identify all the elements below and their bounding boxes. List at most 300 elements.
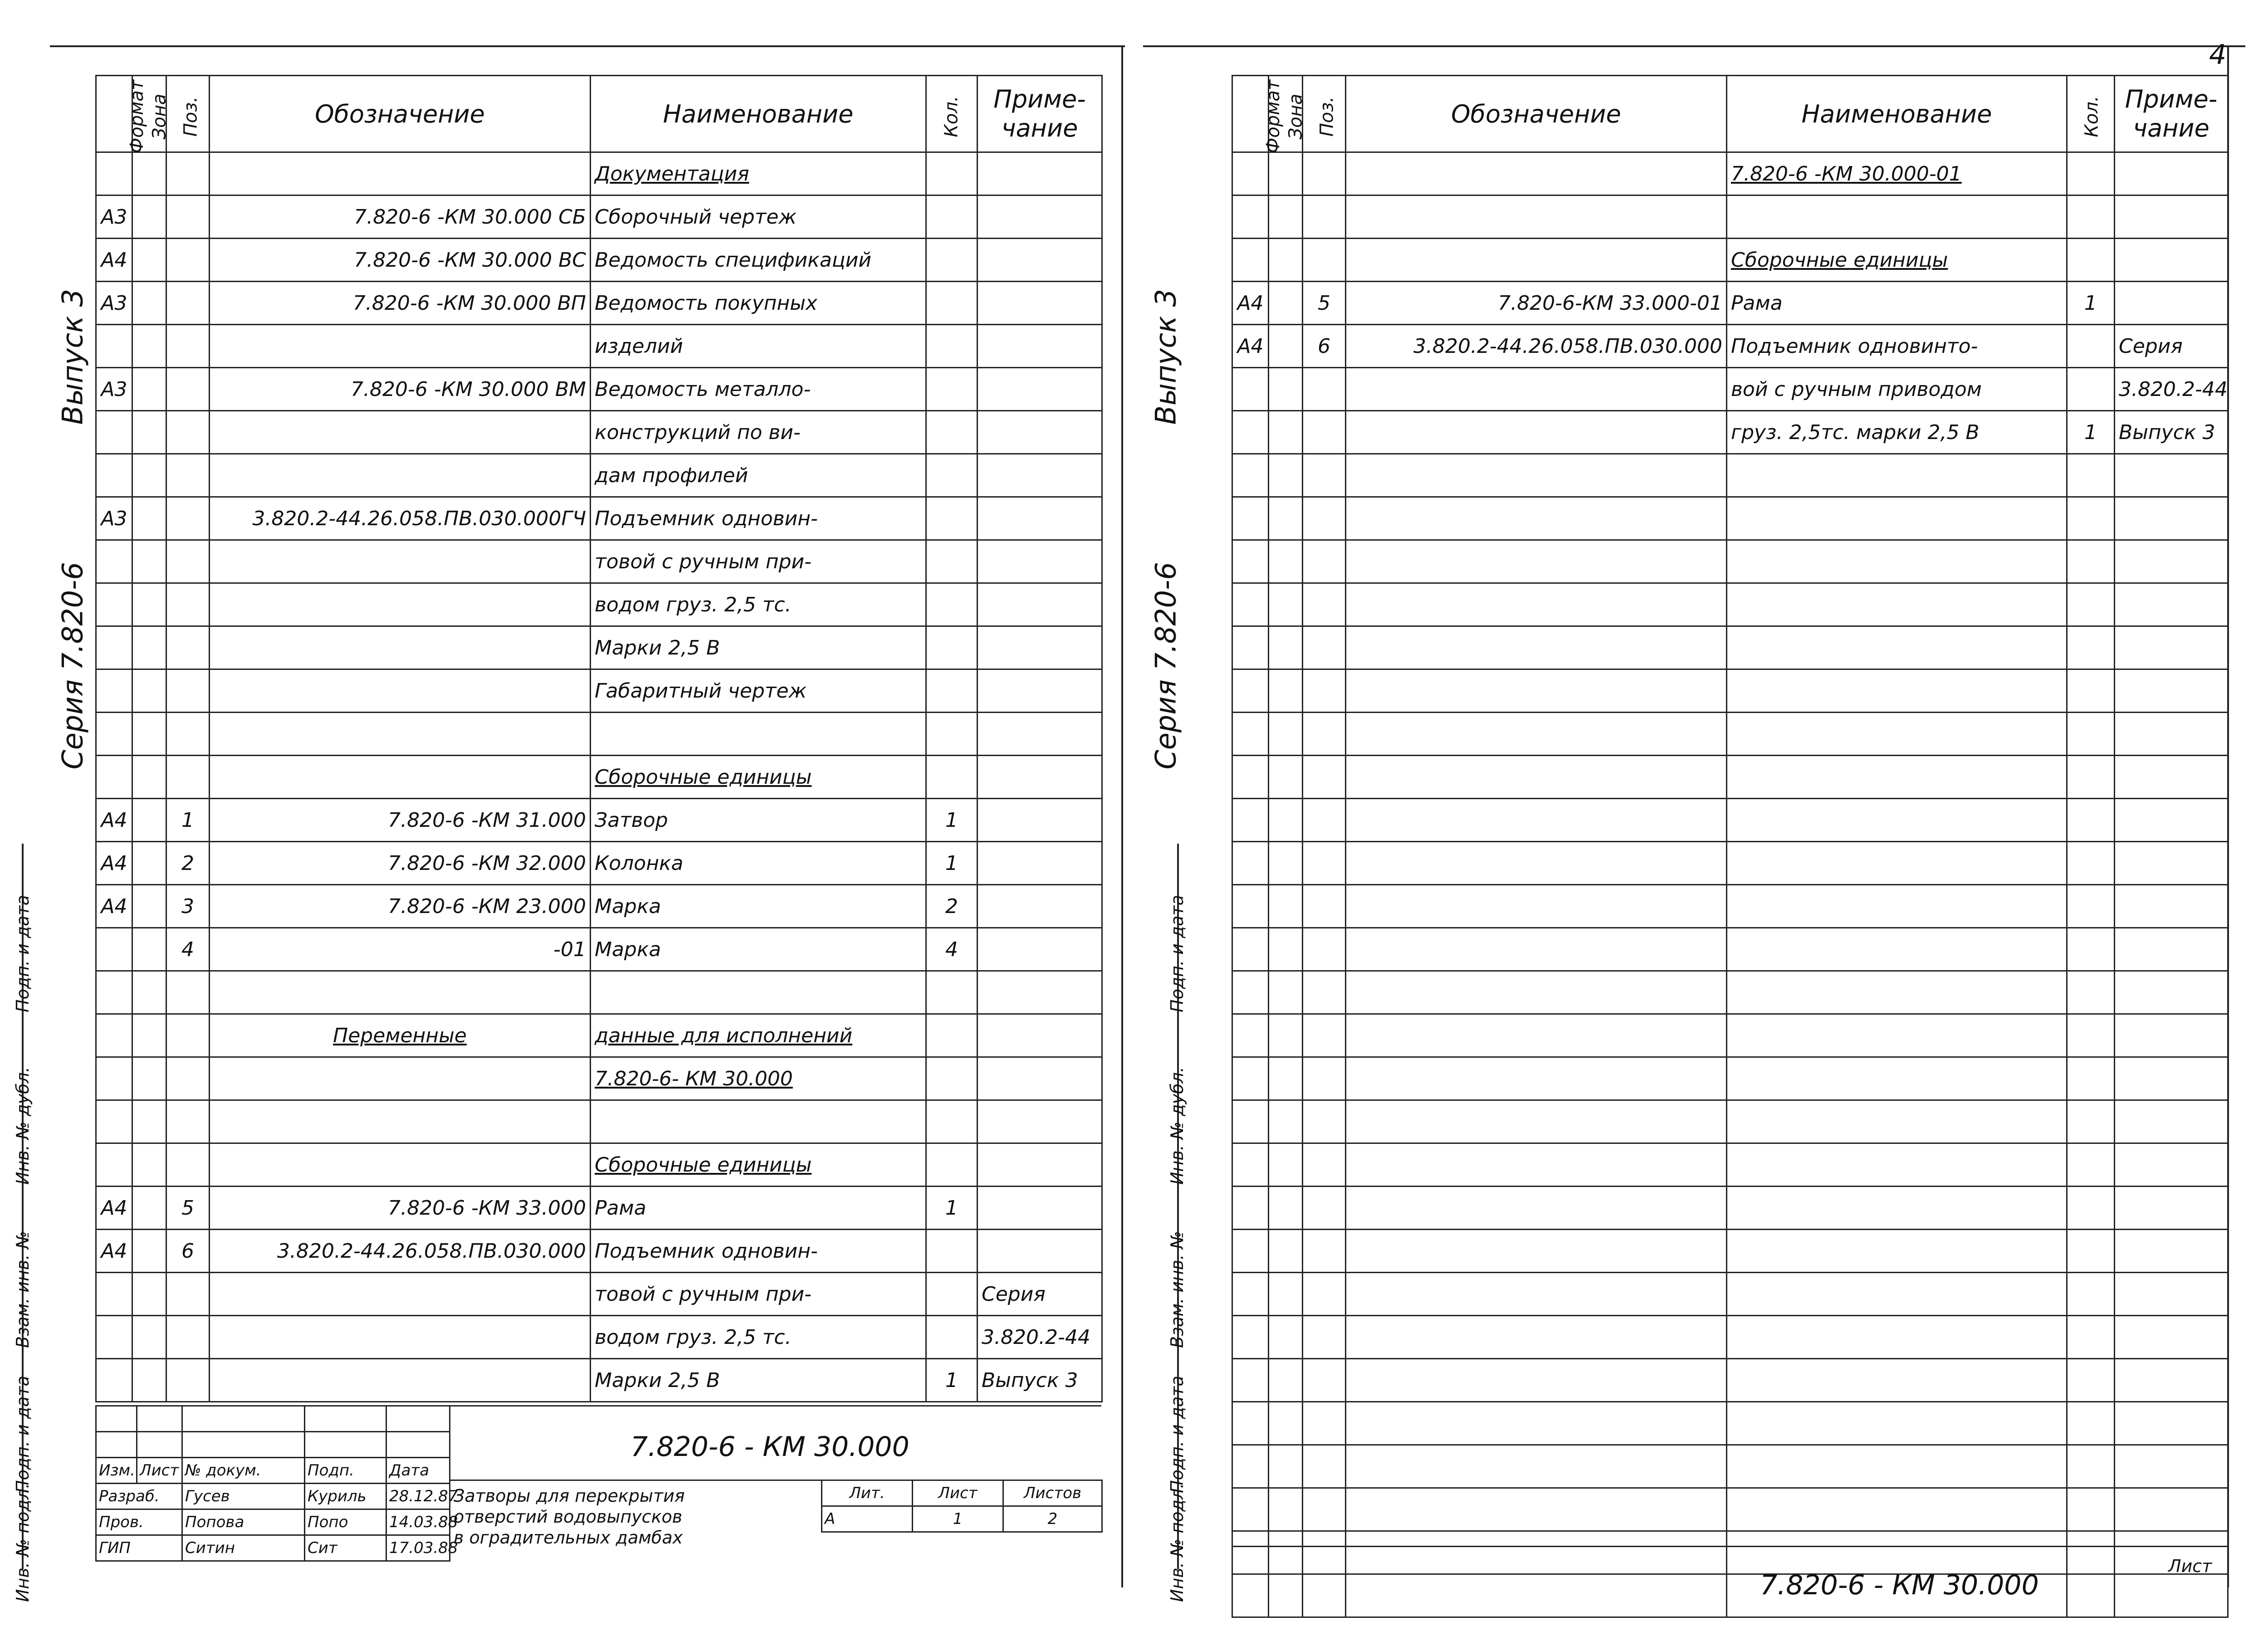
- cell-note: [2115, 152, 2228, 195]
- cell-fmt: [96, 1359, 132, 1402]
- cell-name: Габаритный чертеж: [591, 669, 926, 713]
- cell-name: [1727, 1273, 2067, 1316]
- cell-pos: [1303, 540, 1346, 583]
- table-row: [1232, 1402, 2228, 1445]
- cell-name: 7.820-6- КМ 30.000: [591, 1057, 926, 1100]
- cell-name: [1727, 1143, 2067, 1187]
- table-row: [96, 152, 1102, 195]
- table-row: [96, 971, 1102, 1014]
- table-row: [1232, 756, 2228, 799]
- cell-note: [2115, 1316, 2228, 1359]
- table-row: [96, 626, 1102, 669]
- cell-designation: [1346, 497, 1727, 540]
- table-row: [1232, 885, 2228, 928]
- cell-note: [2115, 282, 2228, 325]
- cell-designation: [210, 1316, 591, 1359]
- cell-fmt: А4: [1232, 282, 1269, 325]
- stamp-name-1: Гусев: [182, 1484, 305, 1509]
- cell-name: [1727, 1445, 2067, 1488]
- cell-pos: [1303, 583, 1346, 626]
- cell-qty: [926, 583, 978, 626]
- cell-qty: [926, 1143, 978, 1187]
- table-row: [1232, 540, 2228, 583]
- col-qty: Кол.: [2067, 76, 2115, 152]
- table-row: [96, 1187, 1102, 1230]
- cell-name: [1727, 1100, 2067, 1143]
- cell-fmt: [1232, 1316, 1269, 1359]
- cell-designation: [1346, 1402, 1727, 1445]
- cell-name: водом груз. 2,5 тс.: [591, 1316, 926, 1359]
- cell-fmt: [96, 713, 132, 756]
- cell-pos: [1303, 368, 1346, 411]
- table-row: [96, 1014, 1102, 1057]
- cell-qty: 1: [926, 1187, 978, 1230]
- cell-fmt: [96, 411, 132, 454]
- cell-designation: [1346, 1273, 1727, 1316]
- cell-note: [2115, 1574, 2228, 1617]
- cell-designation: 3.820.2-44.26.058.ПВ.030.000: [210, 1230, 591, 1273]
- cell-qty: [926, 411, 978, 454]
- cell-fmt: [1232, 497, 1269, 540]
- cell-note: [2115, 626, 2228, 669]
- table-row: [1232, 669, 2228, 713]
- lit-value: А: [822, 1506, 913, 1532]
- cell-designation: 7.820-6 -КМ 33.000: [210, 1187, 591, 1230]
- table-row: [1232, 1488, 2228, 1531]
- cell-fmt: [96, 1316, 132, 1359]
- cell-note: [2115, 1488, 2228, 1531]
- cell-qty: [2067, 152, 2115, 195]
- cell-note: [978, 626, 1102, 669]
- cell-designation: [1346, 1574, 1727, 1617]
- stamp-role-3: ГИП: [96, 1535, 182, 1561]
- col-name: Наименование: [1727, 76, 2067, 152]
- cell-pos: [166, 540, 210, 583]
- table-row: [1232, 1187, 2228, 1230]
- table-row: [1232, 928, 2228, 971]
- cell-designation: [210, 540, 591, 583]
- stamp-side-label-4: Подп. и дата: [1167, 1376, 1187, 1493]
- cell-note: [978, 1100, 1102, 1143]
- cell-designation: [1346, 1531, 1727, 1574]
- cell-note: [978, 282, 1102, 325]
- cell-note: [2115, 1445, 2228, 1488]
- cell-qty: [926, 282, 978, 325]
- cell-designation: [1346, 583, 1727, 626]
- table-row: [1232, 1531, 2228, 1574]
- cell-pos: [1303, 1574, 1346, 1617]
- cell-zone: [1269, 239, 1303, 282]
- cell-designation: 3.820.2-44.26.058.ПВ.030.000: [1346, 325, 1727, 368]
- cell-pos: [166, 368, 210, 411]
- cell-fmt: [96, 626, 132, 669]
- cell-designation: -01: [210, 928, 591, 971]
- cell-name: Рама: [1727, 282, 2067, 325]
- cell-pos: [166, 325, 210, 368]
- side-label-issue: Выпуск 3: [1149, 289, 1183, 425]
- cell-fmt: [1232, 1187, 1269, 1230]
- doc-title: Затворы для перекрытия отверстий водовыпусков в оградительных дамбах: [454, 1486, 685, 1548]
- cell-qty: [926, 368, 978, 411]
- cell-designation: [1346, 411, 1727, 454]
- cell-designation: [1346, 1445, 1727, 1488]
- cell-name: [1727, 1014, 2067, 1057]
- table-row: [1232, 583, 2228, 626]
- cell-zone: [132, 669, 166, 713]
- cell-zone: [132, 282, 166, 325]
- cell-qty: [2067, 1316, 2115, 1359]
- cell-qty: [2067, 1359, 2115, 1402]
- cell-designation: Переменные: [210, 1014, 591, 1057]
- cell-fmt: [1232, 1445, 1269, 1488]
- table-row: [1232, 152, 2228, 195]
- cell-qty: [2067, 1402, 2115, 1445]
- cell-qty: [926, 669, 978, 713]
- cell-name: дам профилей: [591, 454, 926, 497]
- cell-zone: [1269, 1273, 1303, 1316]
- cell-zone: [1269, 799, 1303, 842]
- cell-designation: [1346, 195, 1727, 239]
- cell-fmt: А3: [96, 368, 132, 411]
- cell-name: Марки 2,5 В: [591, 1359, 926, 1402]
- sheet-label: Лист: [913, 1480, 1003, 1506]
- cell-zone: [132, 885, 166, 928]
- cell-name: [1727, 540, 2067, 583]
- cell-qty: [926, 971, 978, 1014]
- cell-qty: [2067, 1187, 2115, 1230]
- cell-pos: [1303, 1100, 1346, 1143]
- cell-designation: [1346, 1187, 1727, 1230]
- cell-pos: [1303, 1014, 1346, 1057]
- cell-pos: [166, 1273, 210, 1316]
- cell-fmt: [96, 971, 132, 1014]
- cell-fmt: А3: [96, 497, 132, 540]
- cell-zone: [1269, 411, 1303, 454]
- table-row: [1232, 971, 2228, 1014]
- table-row: [96, 195, 1102, 239]
- cell-fmt: [1232, 583, 1269, 626]
- cell-qty: [926, 454, 978, 497]
- cell-pos: [1303, 152, 1346, 195]
- cell-designation: [210, 1100, 591, 1143]
- table-row: [1232, 411, 2228, 454]
- cell-name: Подъемник одновин-: [591, 1230, 926, 1273]
- cell-pos: [166, 713, 210, 756]
- cell-note: Серия: [2115, 325, 2228, 368]
- cell-pos: 4: [166, 928, 210, 971]
- table-header: [1232, 76, 2228, 152]
- cell-pos: [1303, 1187, 1346, 1230]
- cell-note: [978, 195, 1102, 239]
- cell-designation: 7.820-6 -КМ 30.000 ВП: [210, 282, 591, 325]
- cell-pos: [1303, 239, 1346, 282]
- cell-pos: [1303, 713, 1346, 756]
- cell-pos: 5: [166, 1187, 210, 1230]
- cell-designation: [1346, 885, 1727, 928]
- cell-pos: [166, 971, 210, 1014]
- cell-fmt: [1232, 152, 1269, 195]
- table-row: [1232, 1273, 2228, 1316]
- cell-pos: 3: [166, 885, 210, 928]
- cell-note: [2115, 1143, 2228, 1187]
- table-row: [96, 885, 1102, 928]
- right-sheet-label: Лист: [2168, 1556, 2212, 1576]
- cell-designation: [1346, 540, 1727, 583]
- cell-name: [1727, 1359, 2067, 1402]
- cell-qty: [2067, 799, 2115, 842]
- cell-designation: [1346, 454, 1727, 497]
- stamp-col-sign: Подп.: [305, 1458, 386, 1484]
- cell-note: [2115, 1014, 2228, 1057]
- cell-designation: 7.820-6 -КМ 32.000: [210, 842, 591, 885]
- stamp-top-line: [449, 1405, 1101, 1406]
- stamp-date-2: 14.03.88: [386, 1509, 450, 1535]
- cell-fmt: А3: [96, 282, 132, 325]
- table-row: [96, 239, 1102, 282]
- cell-name: данные для исполнений: [591, 1014, 926, 1057]
- cell-qty: [2067, 239, 2115, 282]
- doc-code: 7.820-6 - КМ 30.000: [631, 1431, 909, 1463]
- cell-name: [1727, 1402, 2067, 1445]
- stamp-col-list: Лист: [137, 1458, 182, 1484]
- cell-pos: [1303, 1143, 1346, 1187]
- cell-qty: [2067, 1057, 2115, 1100]
- cell-zone: [132, 497, 166, 540]
- cell-note: [978, 1014, 1102, 1057]
- table-row: [1232, 1359, 2228, 1402]
- cell-name: груз. 2,5тс. марки 2,5 В: [1727, 411, 2067, 454]
- cell-zone: [132, 540, 166, 583]
- cell-designation: [210, 325, 591, 368]
- col-format: Формат: [96, 76, 132, 152]
- cell-zone: [132, 1359, 166, 1402]
- cell-pos: [1303, 1445, 1346, 1488]
- col-notes: Приме- чание: [978, 76, 1102, 152]
- cell-name: Ведомость спецификаций: [591, 239, 926, 282]
- stamp-name-3: Ситин: [182, 1535, 305, 1561]
- cell-qty: [2067, 1230, 2115, 1273]
- cell-qty: [926, 1100, 978, 1143]
- stamp-sign-2: Попо: [305, 1509, 386, 1535]
- cell-note: [2115, 454, 2228, 497]
- cell-fmt: [96, 152, 132, 195]
- cell-zone: [1269, 583, 1303, 626]
- cell-pos: 2: [166, 842, 210, 885]
- table-row: [96, 325, 1102, 368]
- cell-name: Марка: [591, 885, 926, 928]
- cell-fmt: [1232, 799, 1269, 842]
- cell-note: [2115, 1057, 2228, 1100]
- cell-note: [978, 583, 1102, 626]
- stamp-side-label-5: Инв. № подл.: [13, 1483, 33, 1602]
- cell-fmt: [1232, 626, 1269, 669]
- cell-qty: [926, 325, 978, 368]
- cell-zone: [1269, 282, 1303, 325]
- cell-name: [1727, 928, 2067, 971]
- table-row: [1232, 1316, 2228, 1359]
- cell-pos: [1303, 756, 1346, 799]
- cell-name: [591, 713, 926, 756]
- cell-qty: [2067, 540, 2115, 583]
- cell-designation: [1346, 1359, 1727, 1402]
- cell-fmt: [1232, 1273, 1269, 1316]
- cell-pos: 6: [166, 1230, 210, 1273]
- cell-zone: [1269, 1445, 1303, 1488]
- cell-fmt: [1232, 1574, 1269, 1617]
- cell-zone: [1269, 885, 1303, 928]
- cell-pos: [1303, 1488, 1346, 1531]
- cell-name: [1727, 195, 2067, 239]
- cell-pos: [166, 756, 210, 799]
- cell-note: [978, 799, 1102, 842]
- table-row: [96, 368, 1102, 411]
- table-row: [96, 1143, 1102, 1187]
- cell-name: Колонка: [591, 842, 926, 885]
- cell-qty: 1: [926, 799, 978, 842]
- cell-fmt: [1232, 1359, 1269, 1402]
- cell-note: [2115, 1359, 2228, 1402]
- cell-zone: [1269, 1143, 1303, 1187]
- table-row: [96, 1273, 1102, 1316]
- stamp-name-2: Попова: [182, 1509, 305, 1535]
- table-header: [96, 76, 1102, 152]
- cell-zone: [132, 756, 166, 799]
- stamp-date-3: 17.03.88: [386, 1535, 450, 1561]
- cell-name: [1727, 1057, 2067, 1100]
- cell-designation: 7.820-6 -КМ 31.000: [210, 799, 591, 842]
- cell-qty: [2067, 1100, 2115, 1143]
- right-sheet: [1134, 0, 2268, 1636]
- cell-zone: [1269, 368, 1303, 411]
- right-border: [1121, 45, 1123, 1587]
- stamp-grid: [95, 1405, 458, 1562]
- cell-pos: [1303, 669, 1346, 713]
- cell-name: [1727, 669, 2067, 713]
- cell-note: [2115, 195, 2228, 239]
- stamp-side-label-4: Подп. и дата: [13, 1376, 33, 1493]
- cell-note: Серия: [978, 1273, 1102, 1316]
- cell-zone: [132, 1100, 166, 1143]
- table-row: [96, 411, 1102, 454]
- col-pos: Поз.: [166, 76, 210, 152]
- cell-name: [1727, 1488, 2067, 1531]
- cell-pos: [166, 1100, 210, 1143]
- cell-zone: [1269, 1488, 1303, 1531]
- cell-qty: [2067, 885, 2115, 928]
- cell-designation: 7.820-6 -КМ 30.000 ВМ: [210, 368, 591, 411]
- cell-zone: [1269, 1402, 1303, 1445]
- cell-note: [978, 325, 1102, 368]
- table-row: [1232, 454, 2228, 497]
- stamp-role-1: Разраб.: [96, 1484, 182, 1509]
- cell-pos: [1303, 928, 1346, 971]
- cell-qty: 1: [2067, 282, 2115, 325]
- table-row: [1232, 1574, 2228, 1617]
- cell-pos: [1303, 799, 1346, 842]
- cell-name: Сборочные единицы: [1727, 239, 2067, 282]
- cell-designation: [1346, 152, 1727, 195]
- cell-note: [978, 756, 1102, 799]
- cell-designation: [210, 756, 591, 799]
- cell-qty: [2067, 928, 2115, 971]
- cell-name: [1727, 497, 2067, 540]
- cell-fmt: [1232, 1100, 1269, 1143]
- cell-name: Ведомость металло-: [591, 368, 926, 411]
- cell-note: [978, 239, 1102, 282]
- cell-note: [978, 885, 1102, 928]
- cell-fmt: А4: [96, 885, 132, 928]
- cell-qty: [2067, 756, 2115, 799]
- table-row: [1232, 1230, 2228, 1273]
- col-pos: Поз.: [1303, 76, 1346, 152]
- cell-zone: [1269, 152, 1303, 195]
- table-row: [96, 669, 1102, 713]
- cell-pos: [1303, 1531, 1346, 1574]
- cell-name: [1727, 756, 2067, 799]
- cell-pos: [166, 1057, 210, 1100]
- cell-fmt: [1232, 1230, 1269, 1273]
- cell-qty: [926, 1273, 978, 1316]
- cell-fmt: [1232, 928, 1269, 971]
- cell-fmt: [96, 540, 132, 583]
- cell-zone: [1269, 669, 1303, 713]
- cell-zone: [132, 1143, 166, 1187]
- cell-fmt: А4: [1232, 325, 1269, 368]
- cell-note: [978, 713, 1102, 756]
- cell-fmt: [1232, 454, 1269, 497]
- cell-note: [978, 842, 1102, 885]
- cell-zone: [132, 1273, 166, 1316]
- cell-designation: 7.820-6 -КМ 23.000: [210, 885, 591, 928]
- col-designation: Обозначение: [210, 76, 591, 152]
- cell-pos: [1303, 885, 1346, 928]
- table-row: [1232, 195, 2228, 239]
- table-row: [1232, 1014, 2228, 1057]
- cell-note: [2115, 1100, 2228, 1143]
- cell-note: [2115, 842, 2228, 885]
- cell-fmt: [1232, 713, 1269, 756]
- cell-zone: [132, 842, 166, 885]
- cell-pos: [166, 626, 210, 669]
- cell-designation: [1346, 842, 1727, 885]
- cell-designation: [210, 152, 591, 195]
- cell-fmt: [1232, 368, 1269, 411]
- side-label-issue: Выпуск 3: [56, 289, 89, 425]
- cell-name: Сборочные единицы: [591, 1143, 926, 1187]
- cell-qty: 1: [2067, 411, 2115, 454]
- cell-fmt: А4: [96, 1230, 132, 1273]
- cell-designation: [210, 626, 591, 669]
- cell-name: конструкций по ви-: [591, 411, 926, 454]
- cell-qty: [2067, 669, 2115, 713]
- cell-note: [978, 971, 1102, 1014]
- table-row: [1232, 1100, 2228, 1143]
- cell-qty: [2067, 842, 2115, 885]
- cell-zone: [132, 325, 166, 368]
- cell-designation: [1346, 626, 1727, 669]
- cell-zone: [132, 799, 166, 842]
- cell-zone: [1269, 325, 1303, 368]
- cell-zone: [1269, 1316, 1303, 1359]
- cell-name: 7.820-6 -КМ 30.000-01: [1727, 152, 2067, 195]
- cell-name: [1727, 583, 2067, 626]
- cell-pos: [166, 583, 210, 626]
- cell-qty: [2067, 713, 2115, 756]
- cell-pos: [1303, 1316, 1346, 1359]
- cell-designation: [1346, 1230, 1727, 1273]
- cell-pos: 6: [1303, 325, 1346, 368]
- stamp-lit-grid: [821, 1480, 1103, 1533]
